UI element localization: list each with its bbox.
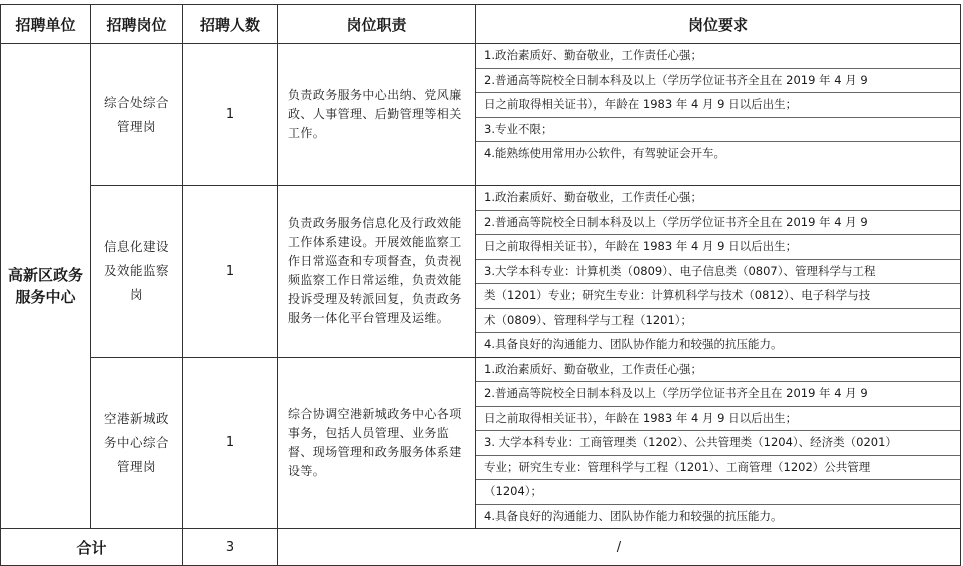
requirement-line: 日之前取得相关证书），年龄在 1983 年 4 月 9 日以后出生；: [476, 93, 960, 118]
requirement-line: 2.普通高等院校全日制本科及以上（学历学位证书齐全且在 2019 年 4 月 9: [476, 69, 960, 94]
table-row: [1, 44, 961, 186]
requirement-line: 1.政治素质好、勤奋敬业，工作责任心强；: [476, 186, 960, 211]
requirement-line: 类（1201）专业；研究生专业：计算机科学与技术（0812）、电子科学与技: [476, 284, 960, 309]
requirement-line: 4.具备良好的沟通能力、团队协作能力和较强的抗压能力。: [484, 508, 783, 523]
requirement-line: 2.普通高等院校全日制本科及以上（学历学位证书齐全且在 2019 年 4 月 9: [476, 211, 960, 236]
duty-cell: 综合协调空港新城政务中心各项事务，包括人员管理、业务监督、现场管理和政务服务体系建设等。: [278, 357, 476, 529]
duty-cell: 负责政务服务信息化及行政效能工作体系建设。开展效能监察工作日常巡查和专项督查，负责视频监察工作日常运维，负责效能投诉受理及转派回复，负责政务服务一体化平台管理及运维。: [278, 186, 476, 358]
header-duty: 岗位职责: [278, 5, 476, 44]
count-cell: 1: [183, 357, 278, 529]
post-cell: 空港新城政务中心综合管理岗: [91, 357, 183, 529]
recruitment-table: [0, 4, 961, 566]
requirement-line: 4.能熟练使用常用办公软件，有驾驶证会开车。: [484, 146, 725, 160]
header-requirements: 岗位要求: [476, 5, 961, 44]
requirement-line: 1.政治素质好、勤奋敬业，工作责任心强；: [476, 44, 960, 69]
total-note: /: [278, 529, 961, 566]
total-label: 合计: [1, 529, 183, 566]
requirements-cell: [476, 44, 961, 186]
requirement-line: 3.大学本科专业：计算机类（0809）、电子信息类（0807）、管理科学与工程: [476, 260, 960, 285]
count-cell: 1: [183, 186, 278, 358]
post-cell: 综合处综合管理岗: [91, 44, 183, 186]
unit-cell: 高新区政务服务中心: [1, 44, 91, 529]
header-unit: 招聘单位: [1, 5, 91, 44]
requirement-line: （1204）；: [476, 480, 960, 505]
requirement-line: 3. 大学本科专业：工商管理类（1202）、公共管理类（1204）、经济类（0201）: [476, 431, 960, 456]
count-cell: 1: [183, 44, 278, 186]
header-row: [1, 5, 961, 44]
requirement-line: 日之前取得相关证书），年龄在 1983 年 4 月 9 日以后出生；: [476, 235, 960, 260]
total-count: 3: [183, 529, 278, 566]
requirement-line: 日之前取得相关证书），年龄在 1983 年 4 月 9 日以后出生；: [476, 407, 960, 432]
post-cell: 信息化建设及效能监察岗: [91, 186, 183, 358]
requirements-cell: [476, 357, 961, 529]
header-count: 招聘人数: [183, 5, 278, 44]
duty-cell: 负责政务服务中心出纳、党风廉政、人事管理、后勤管理等相关工作。: [278, 44, 476, 186]
table-row: [1, 357, 961, 529]
table-row: [1, 186, 961, 358]
requirement-line: 术（0809）、管理科学与工程（1201）；: [476, 309, 960, 334]
total-row: [1, 529, 961, 566]
requirement-line: 4.具备良好的沟通能力、团队协作能力和较强的抗压能力。: [484, 337, 783, 351]
requirement-line: 3.专业不限；: [476, 118, 960, 143]
requirement-line: 专业；研究生专业：管理科学与工程（1201）、工商管理（1202）公共管理: [476, 456, 960, 481]
requirement-line: 2.普通高等院校全日制本科及以上（学历学位证书齐全且在 2019 年 4 月 9: [476, 382, 960, 407]
header-post: 招聘岗位: [91, 5, 183, 44]
requirements-cell: [476, 186, 961, 358]
requirement-line: 1.政治素质好、勤奋敬业，工作责任心强；: [476, 358, 960, 383]
